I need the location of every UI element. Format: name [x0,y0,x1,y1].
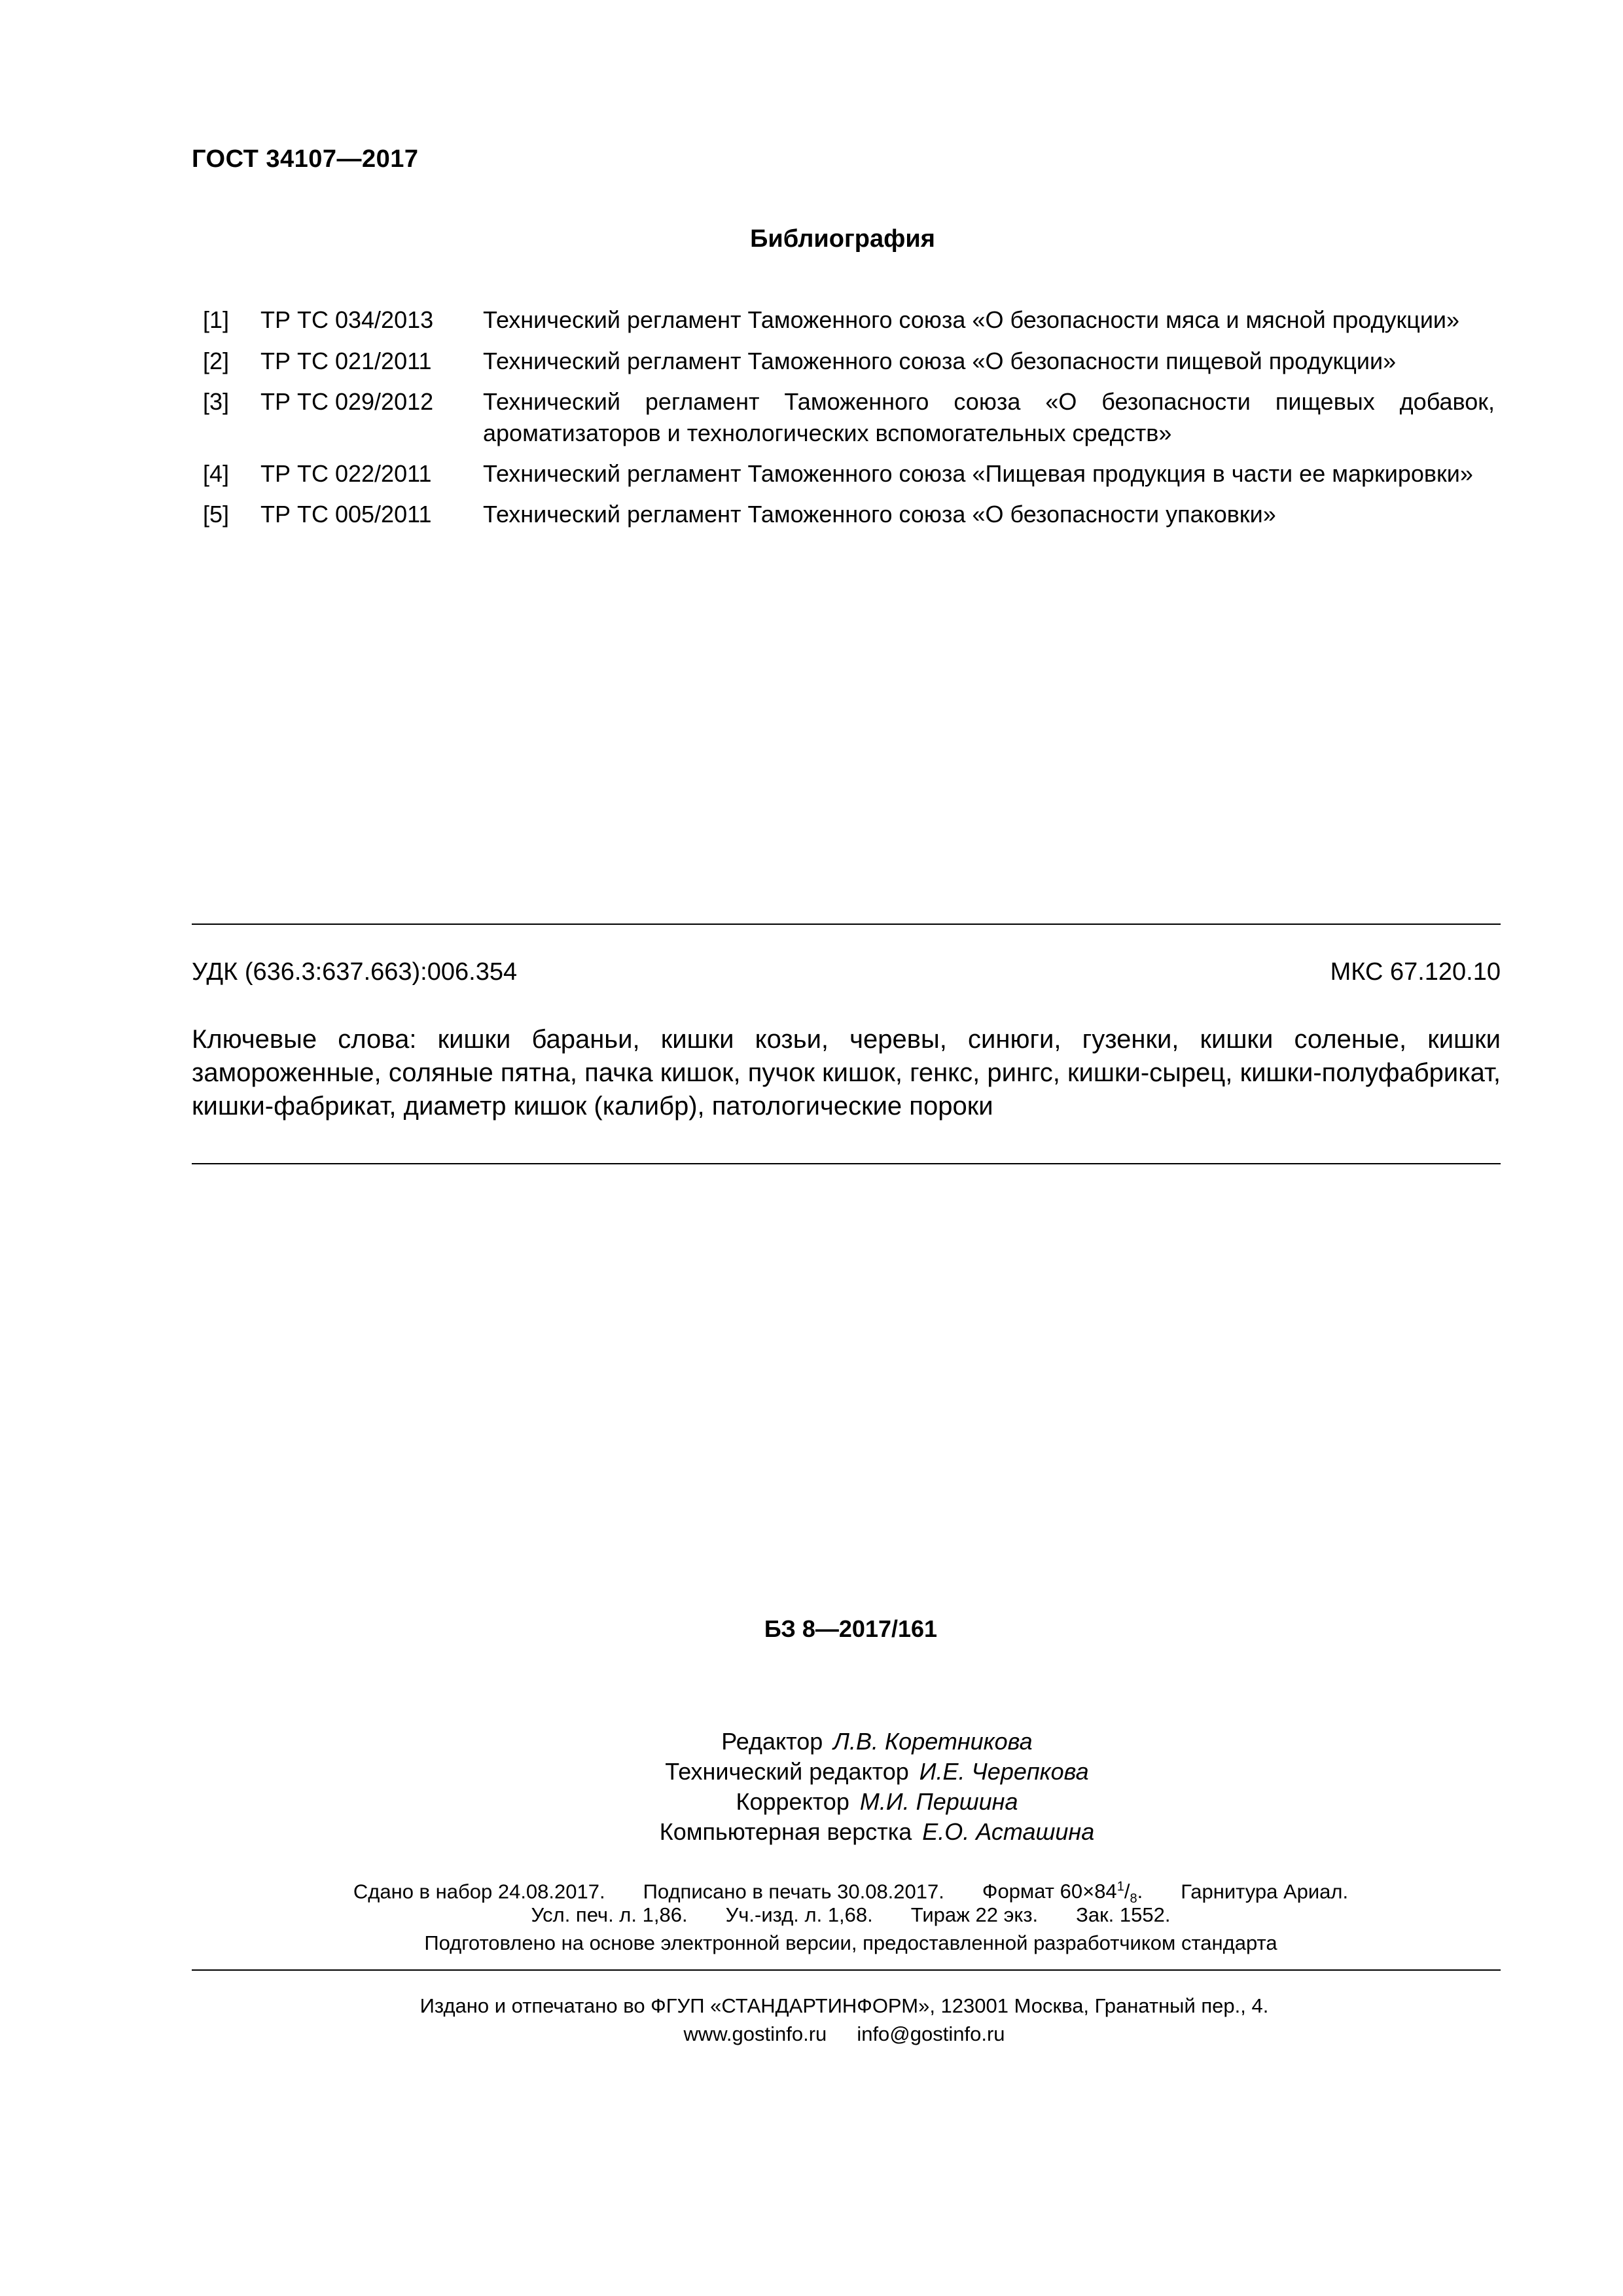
imprint-prepared: Подготовлено на основе электронной версии, предоставленной разработчиком стандарта [424,1931,1277,1954]
bibliography-item-code: ТР ТС 005/2011 [260,501,432,528]
staff-role: Редактор [721,1728,823,1755]
bibliography-item-number: [2] [203,348,230,374]
bibliography-item-title: Технический регламент Таможенного союза «Пищевая продукция в части ее маркировки» [483,460,1473,487]
imprint-font: Гарнитура Ариал. [1181,1880,1349,1903]
imprint-submitted: Сдано в набор 24.08.2017. [353,1880,605,1903]
publisher-email-link[interactable]: info@gostinfo.ru [857,2022,1005,2045]
divider-rule [192,1969,1501,1971]
document-code: ГОСТ 34107—2017 [192,145,419,173]
staff-line [0,1727,1623,1757]
divider-rule [192,1163,1501,1164]
bibliography-item-code: ТР ТС 034/2013 [260,306,434,333]
staff-role: Компьютерная верстка [659,1818,912,1845]
bibliography-item-code: ТР ТС 022/2011 [260,460,432,487]
staff-line [0,1787,1623,1817]
staff-name: И.Е. Черепкова [919,1758,1089,1785]
bibliography-item-number: [3] [203,388,230,415]
keywords-paragraph: Ключевые слова: кишки бараньи, кишки козьи, черевы, синюги, гузенки, кишки соленые, кишки замороженные, соляные пятна, пачка кишок, пучок кишок, генкс, рингс, кишки-сырец, кишки-полуфабрикат, кишки-фабрикат, диаметр кишок (калибр), патологические пороки [192,1025,1501,1121]
udk-code: УДК (636.3:637.663):006.354 [192,958,518,986]
imprint-line-2 [0,1901,1623,1929]
publisher-line: Издано и отпечатано во ФГУП «СТАНДАРТИНФОРМ», 123001 Москва, Гранатный пер., 4. [419,1994,1269,2017]
imprint-edit-sheets: Уч.-изд. л. 1,68. [725,1903,873,1926]
bibliography-item-title: Технический регламент Таможенного союза «О безопасности упаковки» [483,501,1276,528]
divider-rule [192,924,1501,925]
imprint-print-sheets: Усл. печ. л. 1,86. [531,1903,688,1926]
staff-name: Е.О. Асташина [922,1818,1095,1845]
bibliography-item-title: Технический регламент Таможенного союза «О безопасности мяса и мясной продукции» [483,306,1460,333]
imprint-format: Формат $60\times 84^1/_8$. [982,1880,1143,1907]
bibliography-item-number: [1] [203,306,230,333]
bz-number: БЗ 8—2017/161 [764,1615,938,1642]
bibliography-item-code: ТР ТС 029/2012 [260,388,434,415]
bibliography-item-number: [4] [203,460,230,487]
imprint-signed: Подписано в печать 30.08.2017. [643,1880,944,1903]
staff-role: Корректор [736,1788,849,1815]
bibliography-item-code: ТР ТС 021/2011 [260,348,432,374]
staff-role: Технический редактор [665,1758,909,1785]
staff-name: Л.В. Коретникова [833,1728,1033,1755]
bibliography-item-number: [5] [203,501,230,528]
staff-line [0,1817,1623,1847]
bibliography-item-title: Технический регламент Таможенного союза «О безопасности пищевых добавок, ароматизаторов и технологических вспомогательных средств» [483,388,1495,446]
bibliography-item-title: Технический регламент Таможенного союза «О безопасности пищевой продукции» [483,348,1397,374]
bibliography-title: Библиография [750,225,935,253]
imprint-run: Тираж 22 экз. [910,1903,1039,1926]
imprint-order: Зак. 1552. [1076,1903,1171,1926]
staff-name: М.И. Першина [859,1788,1018,1815]
publisher-contacts [0,2020,1623,2048]
publisher-website-link[interactable]: www.gostinfo.ru [683,2022,827,2045]
mks-code: МКС 67.120.10 [1330,958,1501,986]
staff-line [0,1757,1623,1787]
